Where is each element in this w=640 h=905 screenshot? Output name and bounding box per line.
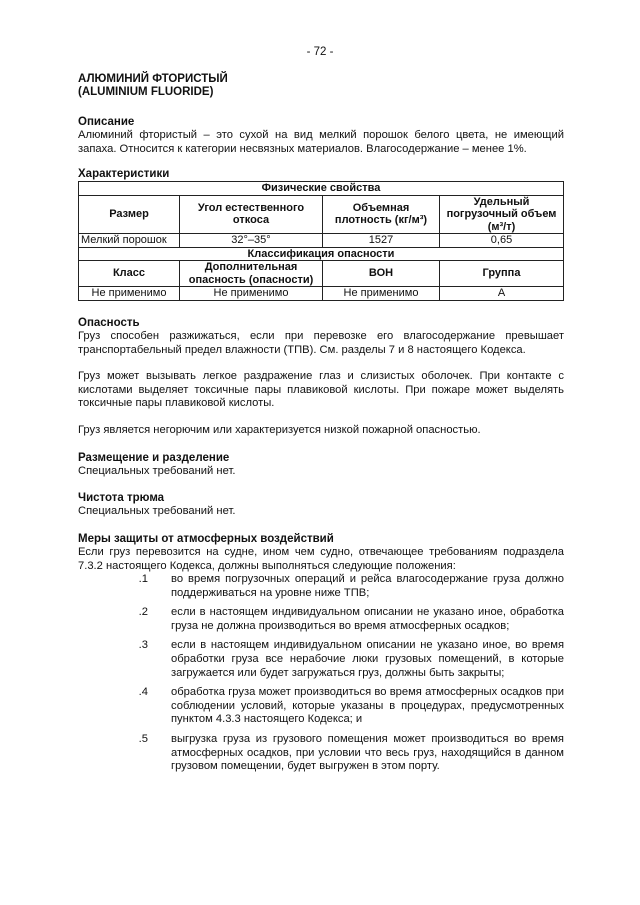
table-row bbox=[79, 182, 564, 196]
list-item bbox=[78, 639, 564, 680]
hazard-paragraph: Груз способен разжижаться, если при перевозке его влагосодержание превышает транспортабельный предел влажности (ТПВ). См. разделы 7 и 8 настоящего Кодекса. bbox=[78, 330, 564, 356]
hazard-paragraph: Груз может вызывать легкое раздражение глаз и слизистых оболочек. При контакте с кислотами выделяет токсичные пары плавиковой кислоты. При пожаре может выделять токсичные пары плавиковой кислоты. bbox=[78, 370, 564, 410]
col-class: Класс bbox=[79, 261, 180, 287]
hazard-heading: Опасность bbox=[78, 317, 140, 329]
list-item-text: обработка груза может производиться во время атмосферных осадков при соблюдении условий, которые указаны в процедурах, предусмотренных пунктом 4.3.3 настоящего Кодекса; и bbox=[171, 686, 564, 726]
list-item-number: .5 bbox=[138, 732, 148, 745]
list-item-text: во время погрузочных операций и рейса влагосодержание груза должно поддерживаться на уровне ниже ТПВ; bbox=[171, 573, 564, 599]
table-row bbox=[79, 234, 564, 248]
hazard-paragraph: Груз является негорючим или характеризуется низкой пожарной опасностью. bbox=[78, 423, 481, 436]
stowage-section bbox=[78, 451, 564, 479]
table-row bbox=[79, 247, 564, 261]
col-density: Объемная плотность (кг/м³) bbox=[323, 195, 440, 234]
val-subsidiary: Не применимо bbox=[180, 287, 323, 301]
title-english: (ALUMINIUM FLUORIDE) bbox=[78, 86, 214, 98]
col-angle: Угол естественного откоса bbox=[180, 195, 323, 234]
page-number: - 72 - bbox=[306, 46, 334, 58]
col-group: Группа bbox=[440, 261, 564, 287]
col-stowage: Удельный погрузочный объем (м³/т) bbox=[440, 195, 564, 234]
title-russian: АЛЮМИНИЙ ФТОРИСТЫЙ bbox=[78, 73, 228, 85]
characteristics-table bbox=[78, 181, 564, 301]
weather-heading: Меры защиты от атмосферных воздействий bbox=[78, 533, 334, 545]
weather-intro: Если груз перевозится на судне, ином чем судно, отвечающее требованиям подраздела 7.3.2 настоящего Кодекса, должны выполняться следующие положения: bbox=[78, 546, 564, 572]
description-text: Алюминий фтористый – это сухой на вид мелкий порошок белого цвета, не имеющий запаха. Относится к категории несвязных материалов. Влагосодержание – менее 1%. bbox=[78, 129, 564, 155]
val-stowage: 0,65 bbox=[440, 234, 564, 248]
hazard-section bbox=[78, 316, 564, 438]
list-item-number: .4 bbox=[138, 686, 148, 699]
weather-section bbox=[78, 532, 564, 573]
weather-provisions-list bbox=[78, 573, 564, 774]
hazard-classification-header: Классификация опасности bbox=[79, 247, 564, 261]
hold-cleanliness-section bbox=[78, 491, 564, 519]
val-mhb: Не применимо bbox=[323, 287, 440, 301]
val-class: Не применимо bbox=[79, 287, 180, 301]
val-size: Мелкий порошок bbox=[79, 234, 180, 248]
stowage-heading: Размещение и разделение bbox=[78, 452, 230, 464]
col-size: Размер bbox=[79, 195, 180, 234]
stowage-text: Специальных требований нет. bbox=[78, 465, 236, 477]
list-item-text: если в настоящем индивидуальном описании не указано иное, во время обработки груза все нерабочие люки грузовых помещений, в которые загружается или будет загружаться груз, должны быть закрыты; bbox=[171, 639, 564, 679]
val-angle: 32°–35° bbox=[180, 234, 323, 248]
characteristics-section bbox=[78, 167, 564, 301]
col-subsidiary: Дополнительная опасность (опасности) bbox=[180, 261, 323, 287]
document-title bbox=[78, 73, 228, 99]
table-row bbox=[79, 195, 564, 234]
list-item bbox=[78, 606, 564, 633]
hold-heading: Чистота трюма bbox=[78, 492, 165, 504]
hold-text: Специальных требований нет. bbox=[78, 505, 236, 517]
table-row bbox=[79, 287, 564, 301]
physical-properties-header: Физические свойства bbox=[79, 182, 564, 196]
description-heading: Описание bbox=[78, 116, 135, 128]
val-group: A bbox=[440, 287, 564, 301]
list-item-text: выгрузка груза из грузового помещения может производиться во время атмосферных осадков, при условии что весь груз, находящийся в данном грузовом помещении, будет выгружен в этом порту. bbox=[171, 732, 564, 773]
list-item-number: .1 bbox=[138, 573, 148, 585]
characteristics-heading: Характеристики bbox=[78, 168, 170, 180]
list-item-number: .2 bbox=[138, 606, 148, 619]
list-item bbox=[78, 733, 564, 774]
list-item bbox=[78, 573, 564, 600]
table-row bbox=[79, 261, 564, 287]
val-density: 1527 bbox=[323, 234, 440, 248]
col-mhb: ВОН bbox=[323, 261, 440, 287]
list-item-text: если в настоящем индивидуальном описании не указано иное, обработка груза не должна производиться во время атмосферных осадков; bbox=[171, 606, 564, 632]
description-section bbox=[78, 115, 564, 156]
list-item-number: .3 bbox=[138, 639, 148, 652]
list-item bbox=[78, 686, 564, 727]
